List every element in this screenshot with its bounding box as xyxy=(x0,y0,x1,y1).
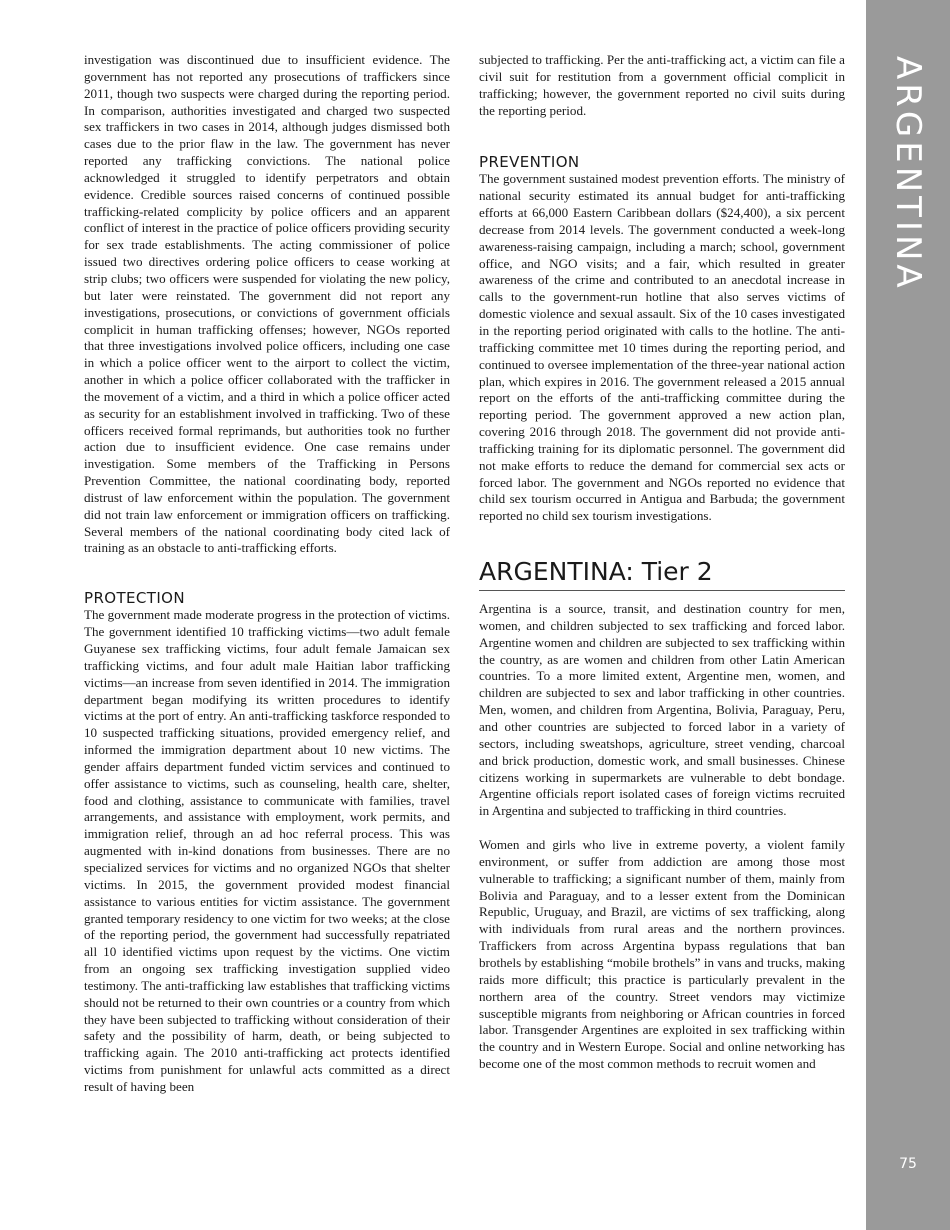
protection-continuation-paragraph: subjected to trafficking. Per the anti-trafficking act, a victim can file a civil suit for restitution from a government official complicit in trafficking; however, the government reported no civil suits during the reporting period. xyxy=(479,52,845,118)
sidebar-country-title: ARGENTINA xyxy=(888,56,928,292)
right-column xyxy=(479,52,845,1073)
prevention-paragraph: The government sustained modest prevention efforts. The ministry of national security estimated its annual budget for anti-trafficking efforts at 66,000 Eastern Caribbean dollars ($24,400), a six percent decrease from 2014 levels. The government conducted a week-long awareness-raising campaign, including a march; school, government office, and NGO visits; and a fair, which resulted in greater awareness of the crime and contributed to an anecdotal increase in calls to the government-run hotline that also serves victims of domestic violence and sexual assault. Six of the 10 cases investigated in the reporting period originated with calls to the hotline. The anti-trafficking committee met 10 times during the reporting period, and continued to oversee implementation of the three-year national action plan, which expires in 2016. The government released a 2015 annual report on the efforts of the anti-trafficking committee during the reporting period. The government approved a new action plan, covering 2016 through 2018. The government did not provide anti-trafficking training for its diplomatic personnel. The government did not make efforts to reduce the demand for commercial sex acts or forced labor. The government and NGOs reported no evidence that child sex tourism occurred in Antigua and Barbuda; the government reported no child sex tourism investigations. xyxy=(479,171,845,524)
protection-heading: PROTECTION xyxy=(84,589,186,608)
country-tier-heading: ARGENTINA: Tier 2 xyxy=(479,557,845,591)
prevention-heading: PREVENTION xyxy=(479,153,580,172)
page-number: 75 xyxy=(899,1156,917,1172)
left-column xyxy=(84,52,450,1096)
country-overview-paragraph-1: Argentina is a source, transit, and destination country for men, women, and children subjected to sex trafficking and forced labor. Argentine women and children are subjected to sex trafficking within the country, as are women and children from other Latin American countries. To a more limited extent, Argentine men, women, and children are subjected to sex and labor trafficking in other countries. Men, women, and children from Argentina, Bolivia, Paraguay, Peru, and other countries are subjected to forced labor in a variety of sectors, including sweatshops, agriculture, street vending, charcoal and brick production, domestic work, and small businesses. Chinese citizens working in supermarkets are vulnerable to debt bondage. Argentine officials report isolated cases of foreign victims recruited in Argentina and subjected to trafficking in third countries. xyxy=(479,601,845,819)
protection-paragraph: The government made moderate progress in the protection of victims. The government identified 10 trafficking victims—two adult female Guyanese sex trafficking victims, four adult female Jamaican sex trafficking victims, and four adult male Haitian labor trafficking victims—an increase from seven identified in 2014. The immigration department began modifying its written procedures to identify victims at the port of entry. An anti-trafficking taskforce responded to 10 suspected trafficking situations, provided emergency relief, and informed the immigration department about 10 new victims. The gender affairs department funded victim services and continued to offer assistance to victims, such as counseling, health care, shelter, food and clothing, assistance to communicate with families, travel arrangements, and assistance with employment, work permits, and immigration relief, through an ad hoc referral process. This was augmented with in-kind donations from businesses. There are no specialized services for victims and no organized NGOs that shelter victims. In 2015, the government provided modest financial assistance to various entities for victim assistance. The government granted temporary residency to one victim for two weeks; at the close of the reporting period, the government had successfully repatriated all 10 identified victims upon request by the victims. One victim from an ongoing sex trafficking investigation supplied video testimony. The anti-trafficking law establishes that trafficking victims should not be returned to their own countries or a country from which they have been subjected to trafficking without consideration of their safety and the possibility of harm, death, or being subjected to trafficking again. The 2010 anti-trafficking act protects identified victims from punishment for unlawful acts committed as a direct result of having been xyxy=(84,607,450,1094)
country-sidebar xyxy=(866,0,950,1230)
prosecution-continuation-paragraph: investigation was discontinued due to insufficient evidence. The government has not reported any prosecutions of traffickers since 2011, though two suspects were charged during the reporting period. In comparison, authorities investigated and charged two suspected sex traffickers in two cases in 2014, although judges dismissed both cases due to the prior flaw in the law. The government has never reported any trafficking convictions. The national police acknowledged it struggled to identify perpetrators and obtain evidence. Credible sources raised concerns of continued possible trafficking-related complicity by police officers and an apparent conflict of interest in the practice of police officers providing security for sex trade establishments. The acting commissioner of police issued two directives ordering police officers to cease working at strip clubs; two officers were suspended for violating the new policy, but later were reinstated. The government did not report any investigations, prosecutions, or convictions of government officials complicit in human trafficking offenses; however, NGOs reported that three investigations involved police officers, including one case in which a police officer went to the airport to collect the victim, another in which a police officer collaborated with the trafficker in the movement of a victim, and a third in which a police officer acted as security for an establishment involved in trafficking. Two of these officers received formal reprimands, but authorities took no further action due to insufficient evidence. One case remains under investigation. Some members of the Trafficking in Persons Prevention Committee, the national coordinating body, reported distrust of law enforcement within the population. The government did not train law enforcement or immigration officers on trafficking. Several members of the national coordinating body cited lack of training as an obstacle to anti-trafficking efforts. xyxy=(84,52,450,556)
country-overview-paragraph-2: Women and girls who live in extreme poverty, a violent family environment, or suffer from addiction are among those most vulnerable to trafficking; a significant number of them, mainly from Bolivia and Paraguay, and to a lesser extent from the Dominican Republic, Uruguay, and Brazil, are victims of sex trafficking, along with individuals from rural areas and the northern provinces. Traffickers from across Argentina bypass regulations that ban brothels by establishing “mobile brothels” in vans and trucks, making raids more difficult; this practice is particularly prevalent in the northern area of the country. Street vendors may victimize susceptible migrants from neighboring or African countries in forced labor. Transgender Argentines are exploited in sex trafficking within the country and in Western Europe. Social and online networking has become one of the most common methods to recruit women and xyxy=(479,837,845,1072)
